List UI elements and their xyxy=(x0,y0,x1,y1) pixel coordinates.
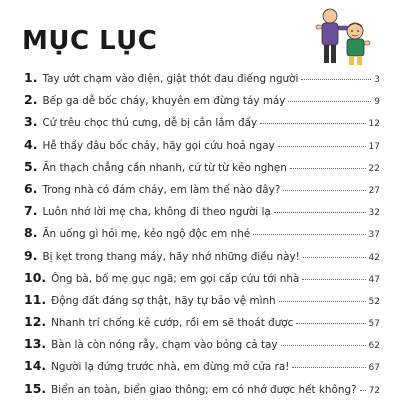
dot-leader xyxy=(274,212,366,213)
entry-number: 12. xyxy=(24,314,47,330)
entry-page: 27 xyxy=(368,185,380,196)
entry-number: 15. xyxy=(24,380,47,396)
entry-number: 7. xyxy=(24,203,38,219)
entry-title: Người lạ đứng trước nhà, em đừng mở cửa ra! xyxy=(51,361,290,374)
entry-title: Ăn thạch chẳng cần nhanh, cứ từ từ kẻo nghẹn xyxy=(42,161,287,174)
entry-page: 67 xyxy=(368,363,380,374)
toc-entry[interactable] xyxy=(24,203,380,225)
entry-title: Ông bà, bố mẹ gục ngã; em gọi cấp cứu tới nhà xyxy=(51,272,300,285)
entry-number: 1. xyxy=(24,70,38,85)
dot-leader xyxy=(360,390,366,391)
toc-entry[interactable] xyxy=(24,70,380,92)
dot-leader xyxy=(302,279,365,280)
dot-leader xyxy=(283,190,365,191)
dot-leader xyxy=(288,101,371,102)
toc-entry[interactable] xyxy=(24,225,380,247)
dot-leader xyxy=(292,367,365,368)
entry-title: Biển an toàn, biển giao thông; em có nhớ được hết không? xyxy=(51,383,357,396)
entry-page: 42 xyxy=(368,252,380,263)
toc-entry[interactable] xyxy=(24,336,380,358)
entry-title: Hễ thấy đâu bốc cháy, hãy gọi cứu hoả ngay xyxy=(42,139,275,152)
entry-title: Tay ướt chạm vào điện, giật thót đau điếng người xyxy=(42,73,299,85)
entry-title: Động đất đáng sợ thật, hãy tự bảo vệ mình xyxy=(51,294,276,307)
dot-leader xyxy=(290,168,366,169)
entry-page: 57 xyxy=(368,319,380,330)
entry-number: 3. xyxy=(24,114,38,130)
toc-entry[interactable] xyxy=(24,292,380,314)
dot-leader xyxy=(278,146,366,147)
dot-leader xyxy=(279,301,366,302)
entry-page: 17 xyxy=(368,141,380,152)
toc-entry[interactable] xyxy=(24,181,380,203)
entry-title: Bếp ga dễ bốc cháy, khuyên em đừng táy máy xyxy=(42,95,286,108)
entry-number: 5. xyxy=(24,158,38,174)
entry-page: 52 xyxy=(368,296,380,307)
entry-number: 2. xyxy=(24,92,38,108)
entry-page: 72 xyxy=(368,385,381,396)
toc-entry[interactable] xyxy=(24,358,380,380)
dot-leader xyxy=(260,123,365,124)
toc-entry[interactable] xyxy=(24,381,380,403)
entry-page: 62 xyxy=(368,341,380,352)
entry-number: 6. xyxy=(24,180,38,196)
table-of-contents xyxy=(24,70,380,403)
entry-number: 11. xyxy=(24,291,47,307)
dot-leader xyxy=(296,323,365,324)
entry-number: 8. xyxy=(24,225,38,241)
children-illustration xyxy=(308,4,376,68)
entry-title: Bị kẹt trong thang máy, hãy nhớ những điều này! xyxy=(42,250,300,263)
dot-leader xyxy=(253,234,365,235)
entry-title: Luôn nhớ lời mẹ cha, không đi theo người lạ xyxy=(42,206,271,219)
entry-number: 10. xyxy=(24,269,47,285)
entry-title: Ăn uống gì hỏi mẹ, kẻo ngộ độc em nhé xyxy=(42,228,251,241)
entry-title: Bàn là còn nóng rẫy, chạm vào bỏng cả tay xyxy=(51,339,278,352)
entry-title: Trong nhà có đám cháy, em làm thế nào đây? xyxy=(42,183,281,196)
entry-page: 9 xyxy=(374,97,380,108)
entry-page: 47 xyxy=(368,274,380,285)
toc-entry[interactable] xyxy=(24,159,380,181)
entry-number: 4. xyxy=(24,136,38,152)
entry-number: 9. xyxy=(24,247,38,263)
entry-page: 3 xyxy=(374,75,380,85)
entry-page: 12 xyxy=(368,119,380,130)
toc-entry[interactable] xyxy=(24,248,380,270)
toc-entry[interactable] xyxy=(24,92,380,114)
entry-page: 32 xyxy=(368,208,380,219)
dot-leader xyxy=(281,345,366,346)
toc-entry[interactable] xyxy=(24,314,380,336)
older-child-figure xyxy=(316,9,348,63)
entry-page: 37 xyxy=(368,230,380,241)
entry-title: Cứ trêu chọc thú cưng, dễ bị cắn lắm đấy xyxy=(42,117,258,130)
toc-entry[interactable] xyxy=(24,114,380,136)
page-title: MỤC LỤC xyxy=(22,26,158,56)
dot-leader xyxy=(303,257,366,258)
entry-title: Nhanh trí chống kẻ cướp, rồi em sẽ thoát được xyxy=(51,317,294,330)
entry-number: 13. xyxy=(24,336,47,352)
entry-page: 22 xyxy=(368,163,380,174)
toc-entry[interactable] xyxy=(24,270,380,292)
younger-child-figure xyxy=(347,23,370,65)
toc-entry[interactable] xyxy=(24,137,380,159)
entry-number: 14. xyxy=(24,358,47,374)
dot-leader xyxy=(301,79,371,80)
